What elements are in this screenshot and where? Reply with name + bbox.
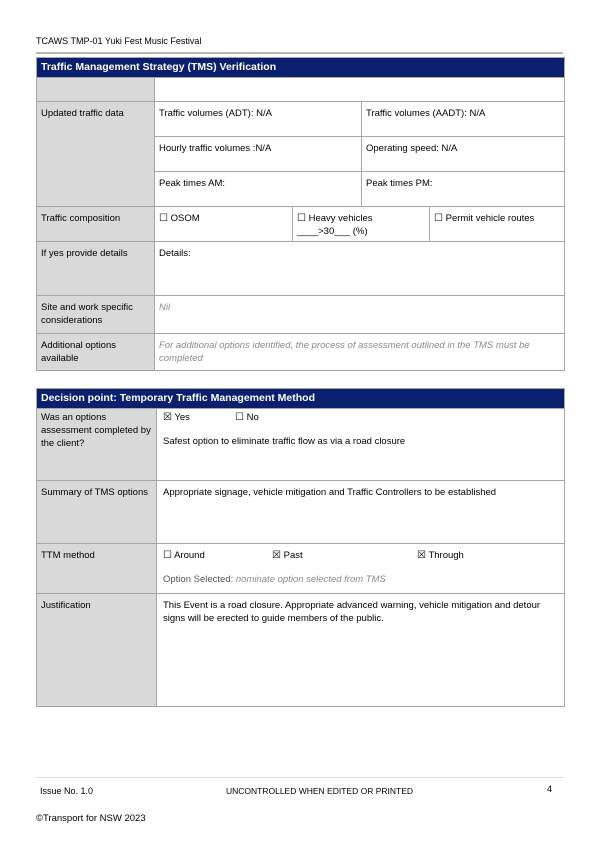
site-considerations-label: Site and work specific considerations [37,296,155,334]
no-option[interactable] [235,411,259,424]
checkbox-unchecked-icon[interactable]: ☐ [434,213,443,224]
tms-section-title: Traffic Management Strategy (TMS) Verification [37,58,565,78]
heavy-vehicles-percent: ____>30___ (%) [297,226,368,237]
adt-field: Traffic volumes (ADT): N/A [155,102,362,137]
checkbox-unchecked-icon[interactable]: ☐ [159,213,168,224]
tms-verification-table [36,57,565,371]
issue-number: Issue No. 1.0 [40,786,94,796]
justification-text: This Event is a road closure. Appropriate advanced warning, vehicle mitigation and detour signs will be erected to guide members of the public. [157,594,565,707]
through-label: Through [428,550,464,561]
around-label: Around [174,550,205,561]
checkbox-unchecked-icon[interactable]: ☐ [297,213,306,224]
past-label: Past [283,550,303,561]
document-header-title: TCAWS TMP-01 Yuki Fest Music Festival [36,36,202,46]
options-assessment-cell [157,409,565,481]
additional-options-label: Additional options available [37,334,155,371]
around-option[interactable] [163,549,272,562]
checkbox-unchecked-icon[interactable]: ☐ [163,550,172,561]
header-divider [36,52,563,54]
checkbox-checked-icon[interactable]: ☒ [417,550,426,561]
heavy-vehicles-option[interactable] [293,207,430,242]
aadt-field: Traffic volumes (AADT): N/A [362,102,565,137]
additional-options-value: For additional options identified, the process of assessment outlined in the TMS must be completed [155,334,565,371]
footer-divider [36,777,563,778]
ttm-method-cell [157,544,565,594]
through-option[interactable] [417,549,464,562]
hourly-volumes-field: Hourly traffic volumes :N/A [155,137,362,172]
options-assessment-text: Safest option to eliminate traffic flow as via a road closure [163,436,406,447]
osom-label: OSOM [170,213,200,224]
tms-blank-cell [155,78,565,102]
details-field: Details: [155,242,565,296]
if-yes-details-label: If yes provide details [37,242,155,296]
ttm-method-label: TTM method [37,544,157,594]
option-selected-line [163,573,560,586]
summary-tms-label: Summary of TMS options [37,481,157,544]
yes-option[interactable] [163,411,235,424]
ttm-options-row [163,549,560,562]
osom-option[interactable] [155,207,293,242]
yes-no-row [163,411,560,424]
page-number: 4 [547,784,553,794]
permit-routes-label: Permit vehicle routes [445,213,535,224]
copyright: ©Transport for NSW 2023 [36,813,146,824]
justification-label: Justification [37,594,157,707]
tms-blank-label-cell [37,78,155,102]
site-considerations-value: Nil [155,296,565,334]
decision-section-title: Decision point: Temporary Traffic Management Method [37,389,565,409]
permit-routes-option[interactable] [430,207,565,242]
option-selected-label: Option Selected: [163,574,234,585]
summary-tms-text: Appropriate signage, vehicle mitigation and Traffic Controllers to be established [157,481,565,544]
peak-am-field: Peak times AM: [155,172,362,207]
past-option[interactable] [272,549,417,562]
peak-pm-field: Peak times PM: [362,172,565,207]
updated-traffic-data-label: Updated traffic data [37,102,155,207]
checkbox-checked-icon[interactable]: ☒ [163,412,172,423]
no-label: No [246,412,259,423]
heavy-vehicles-label: Heavy vehicles [308,213,373,224]
checkbox-unchecked-icon[interactable]: ☐ [235,412,244,423]
option-selected-hint: nominate option selected from TMS [235,574,386,585]
uncontrolled-notice: UNCONTROLLED WHEN EDITED OR PRINTED [226,786,414,796]
yes-label: Yes [174,412,190,423]
checkbox-checked-icon[interactable]: ☒ [272,550,281,561]
decision-point-table [36,388,565,707]
traffic-composition-label: Traffic composition [37,207,155,242]
options-assessment-label: Was an options assessment completed by the client? [37,409,157,481]
operating-speed-field: Operating speed: N/A [362,137,565,172]
